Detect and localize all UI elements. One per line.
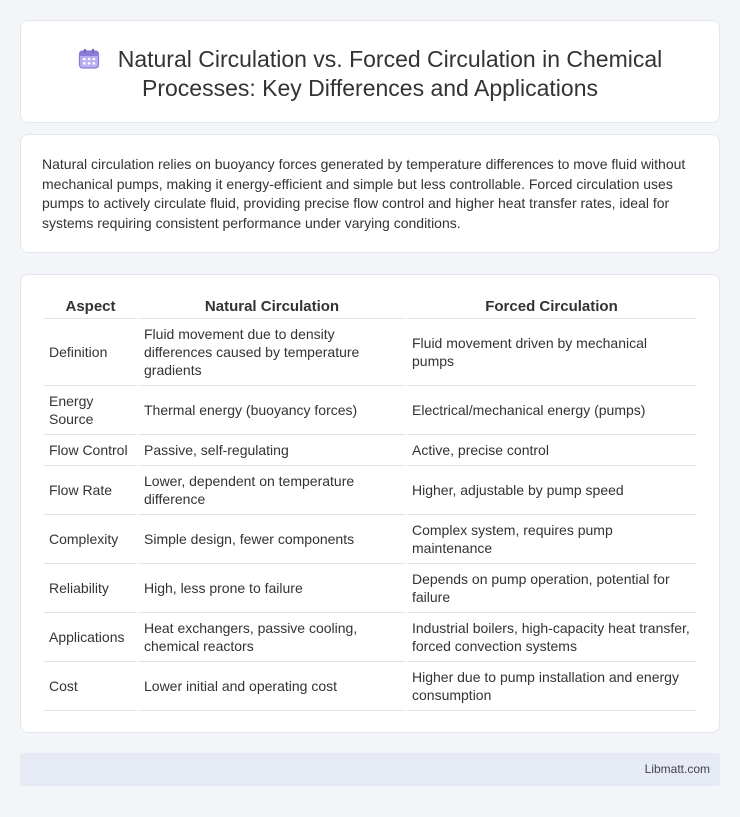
cell-aspect: Definition [44, 319, 137, 386]
header-aspect: Aspect [44, 294, 137, 319]
footer-brand-link[interactable]: Libmatt.com [644, 762, 710, 776]
cell-aspect: Cost [44, 662, 137, 711]
table-header-row [44, 294, 696, 319]
cell-forced: Depends on pump operation, potential for failure [407, 564, 696, 613]
cell-aspect: Energy Source [44, 386, 137, 435]
page-title-wrap [21, 45, 719, 103]
cell-natural: Simple design, fewer components [139, 515, 405, 564]
title-card [20, 20, 720, 123]
cell-aspect: Reliability [44, 564, 137, 613]
cell-aspect: Flow Rate [44, 466, 137, 515]
table-row [44, 662, 696, 711]
comparison-card [20, 274, 720, 733]
cell-forced: Higher due to pump installation and energy consumption [407, 662, 696, 711]
cell-forced: Complex system, requires pump maintenance [407, 515, 696, 564]
header-forced: Forced Circulation [407, 294, 696, 319]
cell-forced: Electrical/mechanical energy (pumps) [407, 386, 696, 435]
cell-natural: Thermal energy (buoyancy forces) [139, 386, 405, 435]
cell-natural: Heat exchangers, passive cooling, chemical reactors [139, 613, 405, 662]
table-row [44, 466, 696, 515]
cell-forced: Higher, adjustable by pump speed [407, 466, 696, 515]
page-title: Natural Circulation vs. Forced Circulation in Chemical Processes: Key Differences and Applications [117, 46, 663, 101]
cell-natural: Passive, self-regulating [139, 435, 405, 466]
table-row [44, 319, 696, 386]
cell-aspect: Flow Control [44, 435, 137, 466]
comparison-table [42, 294, 698, 711]
intro-card [20, 134, 720, 253]
cell-aspect: Complexity [44, 515, 137, 564]
cell-natural: High, less prone to failure [139, 564, 405, 613]
calendar-icon [78, 48, 100, 70]
cell-natural: Lower initial and operating cost [139, 662, 405, 711]
cell-forced: Active, precise control [407, 435, 696, 466]
cell-aspect: Applications [44, 613, 137, 662]
table-row [44, 435, 696, 466]
table-row [44, 515, 696, 564]
cell-forced: Industrial boilers, high-capacity heat transfer, forced convection systems [407, 613, 696, 662]
header-natural: Natural Circulation [139, 294, 405, 319]
table-row [44, 386, 696, 435]
cell-forced: Fluid movement driven by mechanical pumps [407, 319, 696, 386]
table-row [44, 564, 696, 613]
table-row [44, 613, 696, 662]
cell-natural: Fluid movement due to density differences caused by temperature gradients [139, 319, 405, 386]
footer-bar [20, 753, 720, 786]
intro-paragraph: Natural circulation relies on buoyancy forces generated by temperature differences to move fluid without mechanical pumps, making it energy-efficient and simple but less controllable. Forced circulation uses pumps to actively circulate fluid, providing precise flow control and higher heat transfer rates, ideal for systems requiring consistent performance under varying conditions. [42, 156, 686, 231]
cell-natural: Lower, dependent on temperature difference [139, 466, 405, 515]
